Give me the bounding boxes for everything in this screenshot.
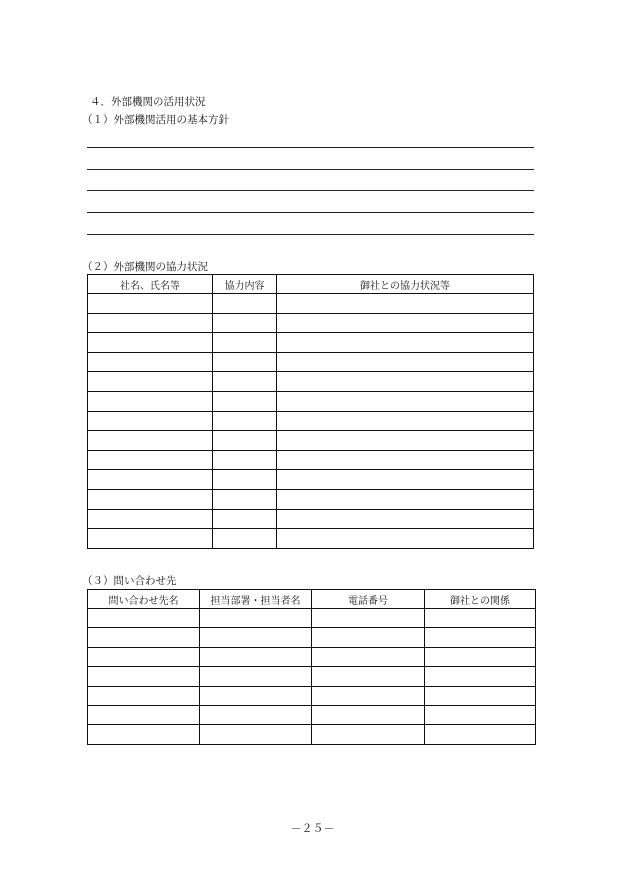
table-cell[interactable] bbox=[88, 628, 200, 647]
table-cell[interactable] bbox=[425, 725, 536, 744]
table-row bbox=[88, 391, 534, 411]
writing-line[interactable] bbox=[87, 234, 534, 235]
table-row bbox=[88, 628, 536, 647]
writing-line[interactable] bbox=[87, 212, 534, 213]
table-cell[interactable] bbox=[213, 294, 277, 314]
table-cell[interactable] bbox=[88, 705, 200, 724]
table-cell[interactable] bbox=[200, 628, 312, 647]
table-cell[interactable] bbox=[88, 333, 213, 353]
table-row bbox=[88, 372, 534, 392]
table-cell[interactable] bbox=[312, 647, 425, 666]
table-cell[interactable] bbox=[213, 489, 277, 509]
table-cell[interactable] bbox=[277, 450, 534, 470]
table-row bbox=[88, 313, 534, 333]
table-row bbox=[88, 725, 536, 744]
section-heading: ４．外部機関の活用状況 bbox=[90, 96, 206, 108]
table-cell[interactable] bbox=[277, 372, 534, 392]
contacts-table bbox=[87, 589, 536, 745]
table-cell[interactable] bbox=[88, 609, 200, 628]
table-cell[interactable] bbox=[88, 391, 213, 411]
table-header-row bbox=[88, 275, 534, 294]
table-cell[interactable] bbox=[200, 667, 312, 686]
subsection-cooperation-status: （２）外部機関の協力状況 bbox=[82, 261, 208, 273]
table-cell[interactable] bbox=[88, 667, 200, 686]
table-cell[interactable] bbox=[88, 411, 213, 431]
table-row bbox=[88, 529, 534, 549]
table-cell[interactable] bbox=[277, 313, 534, 333]
page-number: －２５－ bbox=[290, 822, 335, 835]
table-cell[interactable] bbox=[277, 509, 534, 529]
table-row bbox=[88, 470, 534, 490]
table-cell[interactable] bbox=[200, 705, 312, 724]
subsection-basic-policy: （１）外部機関活用の基本方針 bbox=[82, 114, 229, 126]
column-header: 電話番号 bbox=[312, 590, 425, 609]
writing-line[interactable] bbox=[87, 169, 534, 170]
table-row bbox=[88, 450, 534, 470]
table-cell[interactable] bbox=[213, 411, 277, 431]
writing-line[interactable] bbox=[87, 190, 534, 191]
table-cell[interactable] bbox=[312, 628, 425, 647]
table-cell[interactable] bbox=[312, 609, 425, 628]
column-header: 問い合わせ先名 bbox=[88, 590, 200, 609]
table-row bbox=[88, 431, 534, 451]
table-cell[interactable] bbox=[88, 686, 200, 705]
table-cell[interactable] bbox=[200, 725, 312, 744]
table-cell[interactable] bbox=[312, 667, 425, 686]
table-cell[interactable] bbox=[213, 372, 277, 392]
cooperation-table bbox=[87, 274, 534, 549]
table-row bbox=[88, 509, 534, 529]
table-cell[interactable] bbox=[200, 609, 312, 628]
table-cell[interactable] bbox=[425, 705, 536, 724]
column-header: 協力内容 bbox=[213, 275, 277, 294]
table-cell[interactable] bbox=[88, 294, 213, 314]
table-row bbox=[88, 609, 536, 628]
table-cell[interactable] bbox=[88, 450, 213, 470]
table-cell[interactable] bbox=[425, 667, 536, 686]
table-cell[interactable] bbox=[213, 509, 277, 529]
table-row bbox=[88, 411, 534, 431]
writing-line[interactable] bbox=[87, 147, 534, 148]
table-cell[interactable] bbox=[200, 686, 312, 705]
table-cell[interactable] bbox=[88, 509, 213, 529]
table-cell[interactable] bbox=[88, 431, 213, 451]
table-row bbox=[88, 667, 536, 686]
column-header: 社名、氏名等 bbox=[88, 275, 213, 294]
table-cell[interactable] bbox=[277, 431, 534, 451]
table-cell[interactable] bbox=[213, 470, 277, 490]
table-cell[interactable] bbox=[425, 628, 536, 647]
subsection-contacts: （３）問い合わせ先 bbox=[82, 575, 177, 587]
table-cell[interactable] bbox=[277, 352, 534, 372]
table-row bbox=[88, 333, 534, 353]
table-cell[interactable] bbox=[213, 333, 277, 353]
table-row bbox=[88, 489, 534, 509]
table-cell[interactable] bbox=[213, 450, 277, 470]
column-header: 担当部署・担当者名 bbox=[200, 590, 312, 609]
table-row bbox=[88, 647, 536, 666]
table-cell[interactable] bbox=[277, 529, 534, 549]
table-cell[interactable] bbox=[312, 725, 425, 744]
column-header: 御社との関係 bbox=[425, 590, 536, 609]
table-cell[interactable] bbox=[88, 352, 213, 372]
table-cell[interactable] bbox=[88, 725, 200, 744]
table-row bbox=[88, 352, 534, 372]
table-cell[interactable] bbox=[312, 705, 425, 724]
table-row bbox=[88, 705, 536, 724]
table-cell[interactable] bbox=[277, 470, 534, 490]
table-cell[interactable] bbox=[213, 391, 277, 411]
table-cell[interactable] bbox=[277, 489, 534, 509]
table-cell[interactable] bbox=[88, 529, 213, 549]
table-cell[interactable] bbox=[213, 529, 277, 549]
table-cell[interactable] bbox=[425, 686, 536, 705]
table-cell[interactable] bbox=[88, 647, 200, 666]
table-cell[interactable] bbox=[277, 294, 534, 314]
table-cell[interactable] bbox=[213, 352, 277, 372]
table-row bbox=[88, 686, 536, 705]
table-cell[interactable] bbox=[277, 391, 534, 411]
table-cell[interactable] bbox=[213, 431, 277, 451]
table-cell[interactable] bbox=[200, 647, 312, 666]
table-cell[interactable] bbox=[213, 313, 277, 333]
table-cell[interactable] bbox=[88, 489, 213, 509]
table-cell[interactable] bbox=[312, 686, 425, 705]
table-cell[interactable] bbox=[88, 470, 213, 490]
table-cell[interactable] bbox=[88, 313, 213, 333]
column-header: 御社との協力状況等 bbox=[277, 275, 534, 294]
table-cell[interactable] bbox=[425, 647, 536, 666]
table-cell[interactable] bbox=[277, 411, 534, 431]
table-row bbox=[88, 294, 534, 314]
table-header-row bbox=[88, 590, 536, 609]
table-cell[interactable] bbox=[88, 372, 213, 392]
table-cell[interactable] bbox=[277, 333, 534, 353]
table-cell[interactable] bbox=[425, 609, 536, 628]
